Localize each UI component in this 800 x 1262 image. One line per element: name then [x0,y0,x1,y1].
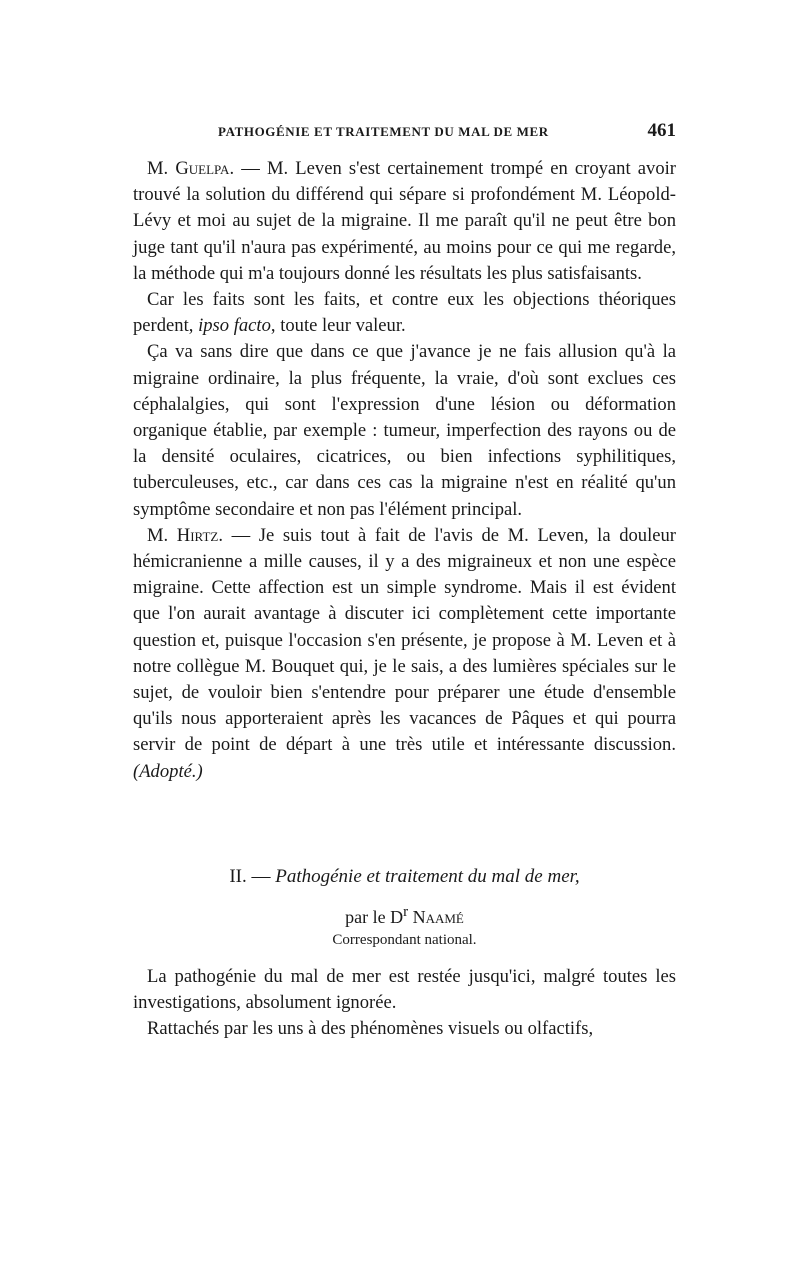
paragraph-text: Ça va sans dire que dans ce que j'avance je ne fais allusion qu'à la migraine ordinaire, la plus fréquente, la vraie, d'où sont exclues ces céphalalgies, qui sont l'expression d'une lésion ou déformation organique établie, par exemple : tumeur, imperfection des rayons ou de la densité oculaires, cicatrices, ou bien infections syphilitiques, tuberculeuses, etc., car dans ces cas la migraine n'est en réalité qu'un symptôme secondaire et non pas l'élément principal. [133,341,676,520]
section-text [133,964,676,1043]
paragraph-pathogenie: La pathogénie du mal de mer est restée jusqu'ici, malgré toutes les investigations, absolument ignorée. [133,966,676,1014]
byline-prefix: par le D [345,907,404,927]
paragraph-guelpa [133,156,676,287]
paragraph-text: Car les faits sont les faits, et contre eux les objections théoriques perdent, [133,289,676,337]
section-title [133,866,676,888]
page-header [133,120,676,144]
paragraph-migraine [133,339,676,522]
running-title: PATHOGÉNIE ET TRAITEMENT DU MAL DE MER [218,124,549,139]
main-text [133,156,676,785]
byline-sup: r [403,904,409,920]
affiliation: Correspondant national. [332,932,477,948]
italic-phrase: ipso facto [198,315,271,337]
adopte-note: (Adopté.) [133,760,203,782]
section-numeral: II. — [229,866,276,887]
paragraph-rattaches: Rattachés par les uns à des phénomènes visuels ou olfactifs, [147,1018,594,1040]
speaker-name: M. Hirtz. [147,524,223,546]
byline [133,904,676,928]
author-name: Naamé [408,907,464,927]
page-number: 461 [647,120,676,141]
paragraph-hirtz [133,523,676,785]
paragraph-text: — M. Leven s'est certainement trompé en croyant avoir trouvé la solution du différend qui sépare si profondément M. Léopold-Lévy et moi au sujet de la migraine. Il me paraît qu'il ne peut être bon juge tant qu'il n'aura pas expérimenté, au moins pour ce qui me regarde, la méthode qui m'a toujours donné les résultats les plus satisfaisants. [133,158,676,284]
paragraph-faits [133,287,676,339]
paragraph-text: — Je suis tout à fait de l'avis de M. Leven, la douleur hémicranienne a mille causes, il y a des migraineux et non une espèce migraine. Cette affection est un simple syndrome. Mais il est évident que l'on aurait avantage à discuter ici complètement cette importante question et, puisque l'occasion s'en présente, je propose à M. Leven et à notre collègue M. Bouquet qui, je le sais, a des lumières spéciales sur le sujet, de vouloir bien s'entendre pour préparer une étude d'ensemble qu'ils nous apporteraient après les vacances de Pâques et qui pourra servir de point de départ à une très utile et intéressante discussion. [133,524,676,756]
paragraph-text: , toute leur valeur. [270,315,406,337]
section-title-text: Pathogénie et traitement du mal de mer, [275,866,580,887]
section-heading [133,866,676,949]
speaker-name: M. Guelpa. [147,158,235,179]
